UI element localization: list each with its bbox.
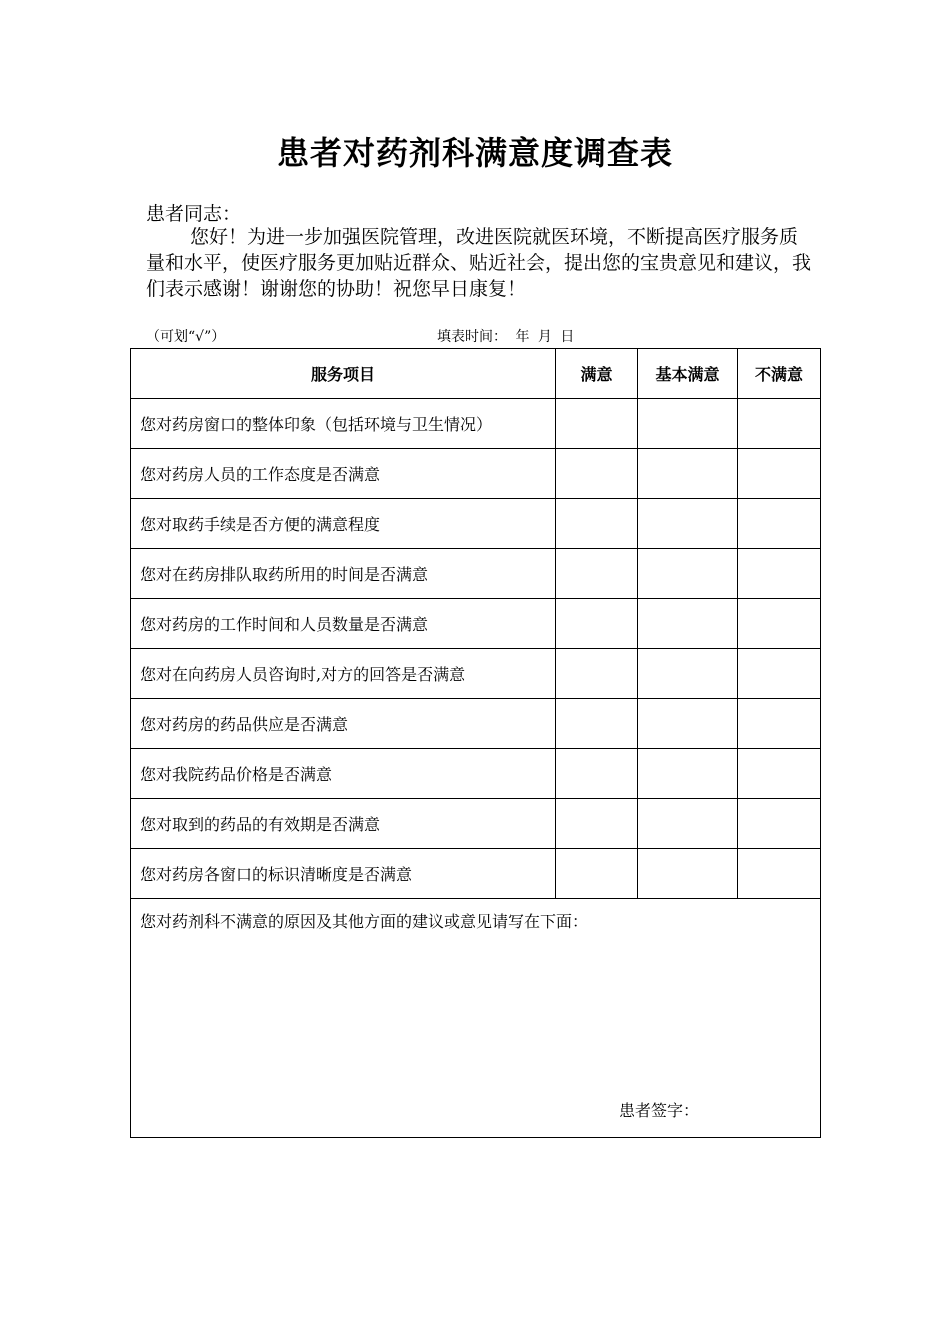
header-row xyxy=(131,349,821,399)
unsatisfied-cell[interactable] xyxy=(738,449,821,499)
satisfied-cell[interactable] xyxy=(556,649,638,699)
table-row xyxy=(131,549,821,599)
service-item: 您对药房人员的工作态度是否满意 xyxy=(131,449,556,499)
satisfied-cell[interactable] xyxy=(556,449,638,499)
basically-satisfied-cell[interactable] xyxy=(638,749,738,799)
table-row xyxy=(131,599,821,649)
unsatisfied-cell[interactable] xyxy=(738,799,821,849)
satisfied-cell[interactable] xyxy=(556,699,638,749)
unsatisfied-cell[interactable] xyxy=(738,549,821,599)
table-row xyxy=(131,749,821,799)
header-satisfied: 满意 xyxy=(556,349,638,399)
basically-satisfied-cell[interactable] xyxy=(638,849,738,899)
unsatisfied-cell[interactable] xyxy=(738,499,821,549)
table-row xyxy=(131,649,821,699)
header-unsatisfied: 不满意 xyxy=(738,349,821,399)
unsatisfied-cell[interactable] xyxy=(738,699,821,749)
table-row xyxy=(131,699,821,749)
satisfied-cell[interactable] xyxy=(556,749,638,799)
satisfied-cell[interactable] xyxy=(556,499,638,549)
unsatisfied-cell[interactable] xyxy=(738,599,821,649)
survey-table xyxy=(130,348,821,1138)
service-item: 您对我院药品价格是否满意 xyxy=(131,749,556,799)
table-row xyxy=(131,449,821,499)
basically-satisfied-cell[interactable] xyxy=(638,599,738,649)
suggestion-row xyxy=(131,899,821,1138)
satisfied-cell[interactable] xyxy=(556,599,638,649)
basically-satisfied-cell[interactable] xyxy=(638,649,738,699)
suggestion-area[interactable] xyxy=(131,899,821,1138)
service-item: 您对在药房排队取药所用的时间是否满意 xyxy=(131,549,556,599)
unsatisfied-cell[interactable] xyxy=(738,849,821,899)
service-item: 您对药房各窗口的标识清晰度是否满意 xyxy=(131,849,556,899)
page-title: 患者对药剂科满意度调查表 xyxy=(276,134,673,172)
greeting: 患者同志： xyxy=(146,203,242,225)
service-item: 您对取到的药品的有效期是否满意 xyxy=(131,799,556,849)
unsatisfied-cell[interactable] xyxy=(738,399,821,449)
fill-time-label: 填表时间： 年 月 日 xyxy=(437,329,575,345)
service-item: 您对在向药房人员咨询时,对方的回答是否满意 xyxy=(131,649,556,699)
table-row xyxy=(131,399,821,449)
intro-paragraph: 您好！为进一步加强医院管理，改进医院就医环境，不断提高医疗服务质量和水平，使医疗服务更加贴近群众、贴近社会，提出您的宝贵意见和建议，我们表示感谢！谢谢您的协助！祝您早日康复！ xyxy=(146,226,812,300)
unsatisfied-cell[interactable] xyxy=(738,649,821,699)
basically-satisfied-cell[interactable] xyxy=(638,399,738,449)
basically-satisfied-cell[interactable] xyxy=(638,499,738,549)
suggestion-prompt: 您对药剂科不满意的原因及其他方面的建议或意见请写在下面： xyxy=(140,912,589,931)
basically-satisfied-cell[interactable] xyxy=(638,799,738,849)
checkmark-note: （可划“√”） xyxy=(146,329,226,345)
table-row xyxy=(131,849,821,899)
table-row xyxy=(131,799,821,849)
table-row xyxy=(131,499,821,549)
satisfied-cell[interactable] xyxy=(556,799,638,849)
service-item: 您对取药手续是否方便的满意程度 xyxy=(131,499,556,549)
satisfied-cell[interactable] xyxy=(556,849,638,899)
header-basically-satisfied: 基本满意 xyxy=(638,349,738,399)
service-item: 您对药房的工作时间和人员数量是否满意 xyxy=(131,599,556,649)
unsatisfied-cell[interactable] xyxy=(738,749,821,799)
signature-label: 患者签字： xyxy=(619,1101,700,1120)
service-item: 您对药房的药品供应是否满意 xyxy=(131,699,556,749)
basically-satisfied-cell[interactable] xyxy=(638,449,738,499)
satisfied-cell[interactable] xyxy=(556,549,638,599)
basically-satisfied-cell[interactable] xyxy=(638,699,738,749)
header-service-item: 服务项目 xyxy=(131,349,556,399)
basically-satisfied-cell[interactable] xyxy=(638,549,738,599)
service-item: 您对药房窗口的整体印象（包括环境与卫生情况） xyxy=(131,399,556,449)
satisfied-cell[interactable] xyxy=(556,399,638,449)
